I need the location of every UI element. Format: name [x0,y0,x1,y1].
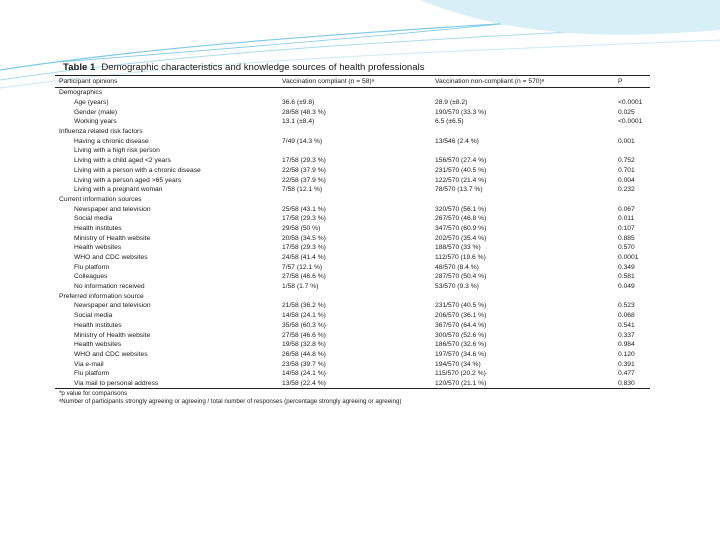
section-title: Preferred information source [59,292,144,300]
table-row [55,369,650,379]
row-label: Social media [74,215,113,223]
header-vaccination-non-compliant: Vaccination non-compliant (n = 570)ᵃ [435,78,545,85]
header-row [55,76,650,88]
row-label: WHO and CDC websites [74,254,148,262]
compliant-value: 7/49 (14.3 %) [282,137,323,145]
compliant-value: 26/58 (44.8 %) [282,350,326,358]
non-compliant-value: 78/570 (13.7 %) [435,186,483,194]
p-value: 0.477 [618,370,635,378]
non-compliant-value: 206/570 (36.1 %) [435,312,487,320]
table-row [55,243,650,253]
table-row [55,146,650,156]
section-row [55,88,650,98]
table-row [55,233,650,243]
row-label: Age (years) [74,99,109,107]
non-compliant-value: 53/570 (9.3 %) [435,283,479,291]
p-value: 0.067 [618,205,635,213]
document-sheet [55,62,650,406]
non-compliant-value: 300/570 (52.6 %) [435,331,487,339]
compliant-value: 22/58 (37.9 %) [282,166,326,174]
row-label: Flu platform [74,263,110,271]
section-title: Current information sources [59,195,142,203]
non-compliant-value: 186/570 (32.6 %) [435,341,487,349]
non-compliant-value [431,146,614,156]
p-value [614,146,650,156]
p-value: 0.011 [618,215,635,223]
table-row [55,107,650,117]
non-compliant-value: 287/570 (50.4 %) [435,273,487,281]
p-value: 0.337 [618,331,635,339]
compliant-value [278,146,431,156]
section-row [55,195,650,205]
compliant-value: 7/58 (12.1 %) [282,186,323,194]
row-label: Living with a person with a chronic disease [74,166,201,174]
non-compliant-value: 231/570 (40.5 %) [435,302,487,310]
row-label: Living with a high risk person [74,147,160,155]
non-compliant-value: 194/570 (34 %) [435,360,481,368]
table-body [55,88,650,389]
row-label: Via e-mail [74,360,104,368]
compliant-value: 22/58 (37.9 %) [282,176,326,184]
p-value: 0.701 [618,166,635,174]
p-value: 0.885 [618,234,635,242]
compliant-value: 28/58 (48.3 %) [282,108,326,116]
non-compliant-value: 120/570 (21.1 %) [435,379,487,387]
table-row [55,156,650,166]
table-row [55,214,650,224]
table-row [55,359,650,369]
header-participant-opinions: Participant opinions [59,78,118,85]
p-value: 0.120 [618,350,635,358]
p-value: 0.570 [618,244,635,252]
table-row [55,350,650,360]
row-label: Health websites [74,341,122,349]
p-value: <0.0001 [618,99,643,107]
row-label: Health institutes [74,321,122,329]
row-label: Living with a pregnant woman [74,186,163,194]
compliant-value: 27/58 (46.6 %) [282,331,326,339]
p-value: 0.232 [618,186,635,194]
row-label: Colleagues [74,273,108,281]
table-row [55,321,650,331]
compliant-value: 27/58 (46.6 %) [282,273,326,281]
row-label: Ministry of Health website [74,234,151,242]
header-p-value: P [618,78,623,85]
row-label: Living with a child aged <2 years [74,157,171,165]
p-value: 0.349 [618,263,635,271]
non-compliant-value: 202/570 (35.4 %) [435,234,487,242]
compliant-value: 35/58 (60.3 %) [282,321,326,329]
non-compliant-value: 267/570 (46.8 %) [435,215,487,223]
row-label: No information received [74,283,145,291]
table-row [55,224,650,234]
row-label: Having a chronic disease [74,137,149,145]
compliant-value: 36.6 (±9.8) [282,99,315,107]
table-footnotes [55,390,650,406]
non-compliant-value: 122/570 (21.4 %) [435,176,487,184]
section-row [55,291,650,301]
row-label: Gender (male) [74,108,118,116]
compliant-value: 24/58 (41.4 %) [282,254,326,262]
compliant-value: 20/58 (34.5 %) [282,234,326,242]
p-value: <0.0001 [618,118,643,126]
table-row [55,282,650,292]
compliant-value: 21/58 (36.2 %) [282,302,326,310]
compliant-value: 13/58 (22.4 %) [282,379,326,387]
p-value: 0.752 [618,157,635,165]
p-value: 0.830 [618,379,635,387]
compliant-value: 14/58 (24.1 %) [282,312,326,320]
non-compliant-value: 320/570 (56.1 %) [435,205,487,213]
section-row [55,127,650,137]
table-row [55,379,650,389]
non-compliant-value: 197/570 (34.6 %) [435,350,487,358]
table-row [55,98,650,108]
compliant-value: 7/57 (12.1 %) [282,263,323,271]
non-compliant-value: 28.9 (±8.2) [435,99,468,107]
non-compliant-value: 231/570 (40.5 %) [435,166,487,174]
non-compliant-value: 13/546 (2.4 %) [435,137,479,145]
table-row [55,185,650,195]
non-compliant-value: 347/570 (60.9 %) [435,224,487,232]
table-title-text: Demographic characteristics and knowledge sources of health professionals [101,62,425,73]
non-compliant-value: 367/570 (64.4 %) [435,321,487,329]
compliant-value: 17/58 (29.3 %) [282,157,326,165]
p-value: 0.391 [618,360,635,368]
compliant-value: 14/58 (24.1 %) [282,370,326,378]
p-value: 0.581 [618,273,635,281]
decorative-band [420,0,720,35]
compliant-value: 17/58 (29.3 %) [282,215,326,223]
p-value: 0.049 [618,283,635,291]
p-value: 0.523 [618,302,635,310]
p-value: 0.004 [618,176,635,184]
non-compliant-value: 156/570 (27.4 %) [435,157,487,165]
p-value: 0.068 [618,312,635,320]
row-label: WHO and CDC websites [74,350,148,358]
table-label: Table 1 [63,62,96,73]
compliant-value: 17/58 (29.3 %) [282,244,326,252]
p-value: 0.107 [618,224,635,232]
row-label: Ministry of Health website [74,331,151,339]
table-row [55,262,650,272]
row-label: Living with a person aged >65 years [74,176,182,184]
table-row [55,175,650,185]
compliant-value: 13.1 (±8.4) [282,118,315,126]
compliant-value: 19/58 (32.8 %) [282,341,326,349]
row-label: Newspaper and television [74,302,151,310]
row-label: Via mail to personal address [74,379,159,387]
table-title [63,62,650,73]
p-value: 0.0001 [618,254,639,262]
row-label: Flu platform [74,370,110,378]
footnote-participants: ᵃNumber of participants strongly agreeing or agreeing / total number of responses (percentage strongly agreeing or agreeing) [59,398,402,406]
compliant-value: 29/58 (50 %) [282,224,321,232]
row-label: Working years [74,118,117,126]
compliant-value: 1/58 (1.7 %) [282,283,319,291]
table-row [55,301,650,311]
footnote-p-value: *p value for comparisons [59,390,128,398]
table-row [55,253,650,263]
non-compliant-value: 190/570 (33.3 %) [435,108,487,116]
non-compliant-value: 112/570 (19.6 %) [435,254,486,262]
table-row [55,136,650,146]
compliant-value: 25/58 (43.1 %) [282,205,326,213]
p-value: 0.025 [618,108,635,116]
table-row [55,330,650,340]
row-label: Health institutes [74,224,122,232]
row-label: Newspaper and television [74,205,151,213]
row-label: Health websites [74,244,122,252]
compliant-value: 23/58 (39.7 %) [282,360,326,368]
non-compliant-value: 188/570 (33 %) [435,244,481,252]
table-row [55,166,650,176]
non-compliant-value: 6.5 (±6.5) [435,118,464,126]
table-row [55,340,650,350]
p-value: 0.984 [618,341,635,349]
non-compliant-value: 115/570 (20.2 %) [435,370,486,378]
table-row [55,311,650,321]
data-table [55,75,650,389]
header-vaccination-compliant: Vaccination compliant (n = 58)ᵃ [282,78,375,85]
section-title: Demographics [59,89,103,97]
non-compliant-value: 48/570 (8.4 %) [435,263,479,271]
p-value: 0.541 [618,321,635,329]
table-row [55,117,650,127]
table-row [55,272,650,282]
section-title: Influenza related risk factors [59,128,143,136]
p-value: 0.001 [618,137,635,145]
row-label: Social media [74,312,113,320]
table-row [55,204,650,214]
